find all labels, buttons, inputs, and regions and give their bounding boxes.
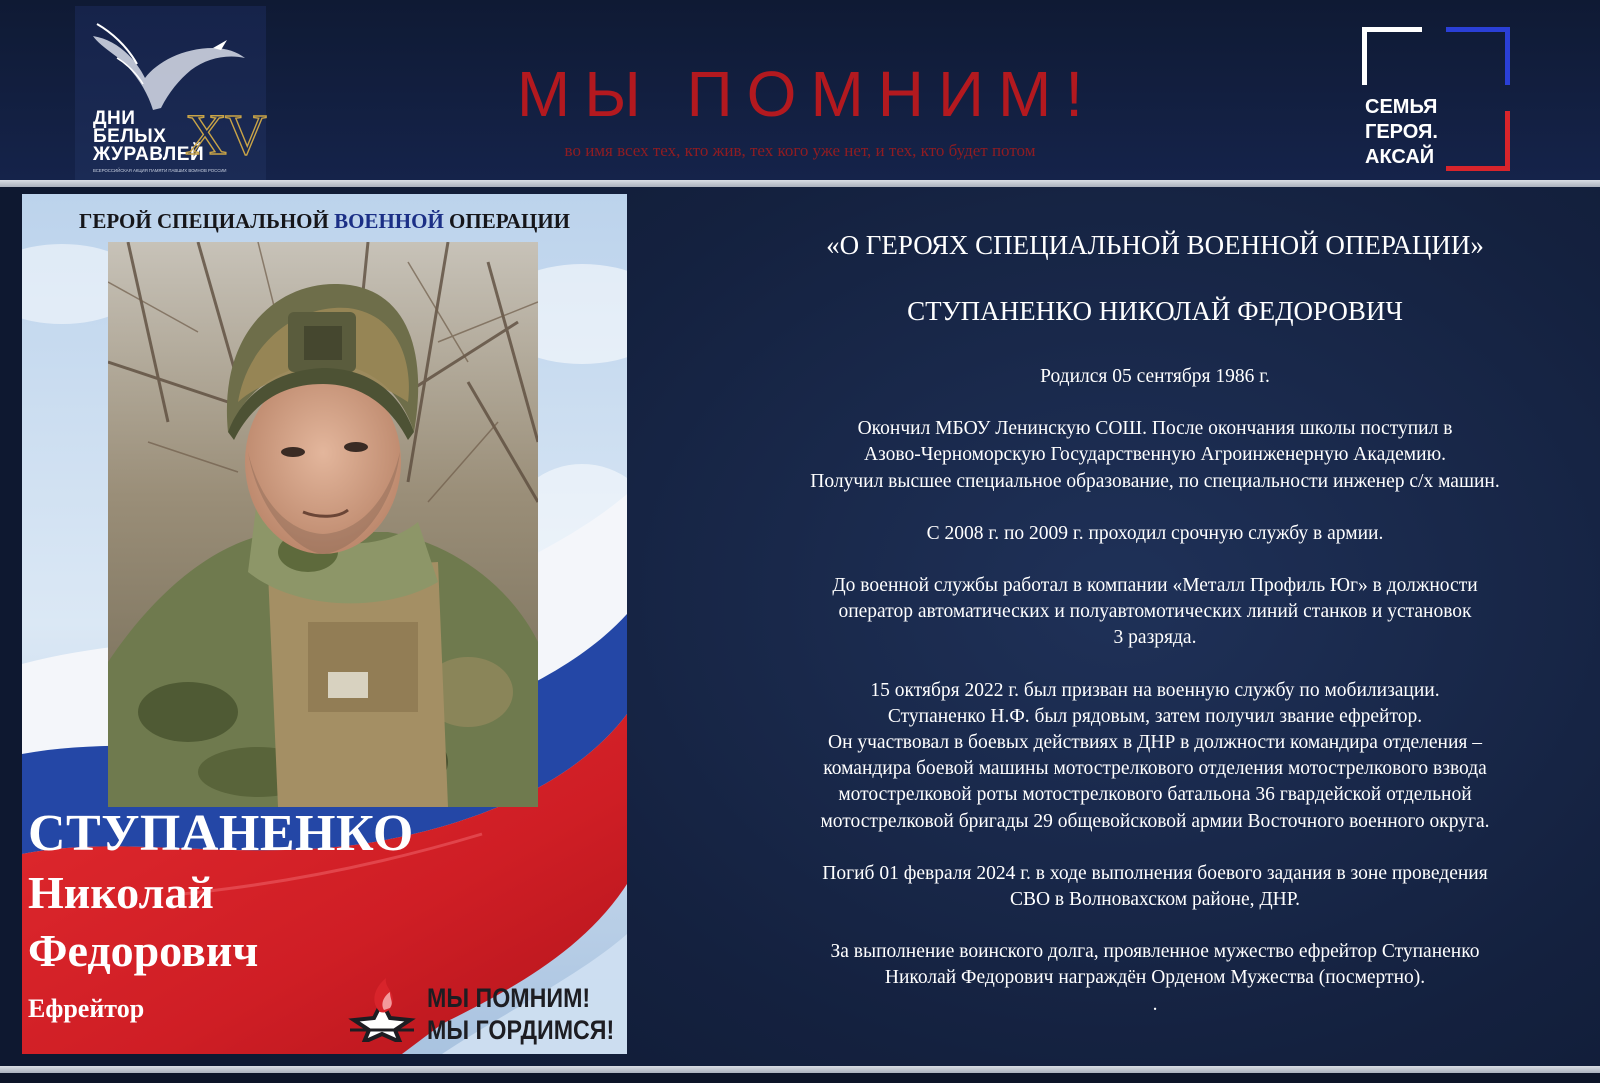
bio-paragraph-work: До военной службы работал в компании «Металл Профиль Юг» в должности оператор автоматических и полуавтомотических линий станков и установок 3 разряда. <box>832 575 1478 649</box>
footer-divider <box>0 1066 1600 1073</box>
page-subtitle: во имя всех тех, кто жив, тех кого уже нет, и тех, кто будет потом <box>564 141 1036 160</box>
bio-paragraph-birth: Родился 05 сентября 1986 г. <box>1040 366 1270 387</box>
slogan-we-remember: МЫ ПОМНИМ! МЫ ГОРДИМСЯ! <box>427 983 615 1045</box>
bio-trailing-mark: . <box>1152 993 1158 1015</box>
hero-rank: Ефрейтор <box>28 994 145 1023</box>
roman-numeral-xv: XV <box>185 102 265 167</box>
biography-heading: «О ГЕРОЯХ СПЕЦИАЛЬНОЙ ВОЕННОЙ ОПЕРАЦИИ» <box>826 230 1484 260</box>
soldier-photo <box>108 242 538 807</box>
header-band <box>0 0 1600 180</box>
cranes-logo-title: ДНИ БЕЛЫХ ЖУРАВЛЕЙ <box>93 108 205 165</box>
hero-surname: СТУПАНЕНКО <box>28 805 414 862</box>
poster-heading: ГЕРОЙ СПЕЦИАЛЬНОЙ ВОЕННОЙ ОПЕРАЦИИ <box>78 209 571 233</box>
frame-red-right <box>1505 111 1510 171</box>
cranes-logo-subtitle: ВСЕРОССИЙСКАЯ АКЦИЯ ПАМЯТИ ПАВШИХ ВОИНОВ РОССИИ <box>93 168 227 173</box>
white-cranes-logo <box>75 6 266 180</box>
biography-paragraphs <box>735 364 1575 1018</box>
biography <box>735 228 1575 1018</box>
hero-patronymic: Федорович <box>28 925 259 976</box>
bio-paragraph-mobilization: 15 октября 2022 г. был призван на военную службу по мобилизации. Ступаненко Н.Ф. был рядовым, затем получил звание ефрейтор. Он участвовал в боевых действиях в ДНР в должности командира отделения – командира боевой машины мотострелкового отделения мотострелкового взвода мотострелковой роты мотострелкового батальона 36 гвардейской отдельной мотострелковой бригады 29 общевойсковой армии Восточного военного округа. <box>820 679 1490 832</box>
bio-paragraph-death: Погиб 01 февраля 2024 г. в ходе выполнения боевого задания в зоне проведения СВО в Волновахском районе, ДНР. <box>822 862 1488 911</box>
eternal-flame-star-icon <box>340 972 424 1042</box>
biography-name: СТУПАНЕНКО НИКОЛАЙ ФЕДОРОВИЧ <box>907 296 1403 326</box>
frame-blue-top <box>1446 27 1510 32</box>
bio-paragraph-award: За выполнение воинского долга, проявленное мужество ефрейтор Ступаненко Николай Федорович награждён Орденом Мужества (посмертно). <box>830 941 1480 989</box>
frame-white-left <box>1362 27 1367 85</box>
header-divider <box>0 180 1600 187</box>
page-title: МЫ ПОМНИМ! <box>516 58 1098 130</box>
hero-poster <box>22 194 627 1054</box>
bio-paragraph-education: Окончил МБОУ Ленинскую СОШ. После окончания школы поступил в Азово-Черноморскую Государственную Агроинженерную Академию. Получил высшее специальное образование, по специальности инженер с/х машин. <box>810 418 1500 492</box>
hero-first-name: Николай <box>28 867 214 918</box>
hero-family-aksay-logo <box>1362 27 1512 177</box>
footer-strip <box>0 1073 1600 1083</box>
frame-blue-right <box>1505 27 1510 85</box>
bio-paragraph-conscript-service: С 2008 г. по 2009 г. проходил срочную службу в армии. <box>926 522 1384 544</box>
frame-white-top <box>1362 27 1422 32</box>
hero-family-logo-text: СЕМЬЯ ГЕРОЯ. АКСАЙ <box>1365 96 1438 168</box>
frame-red-bottom <box>1446 166 1510 171</box>
